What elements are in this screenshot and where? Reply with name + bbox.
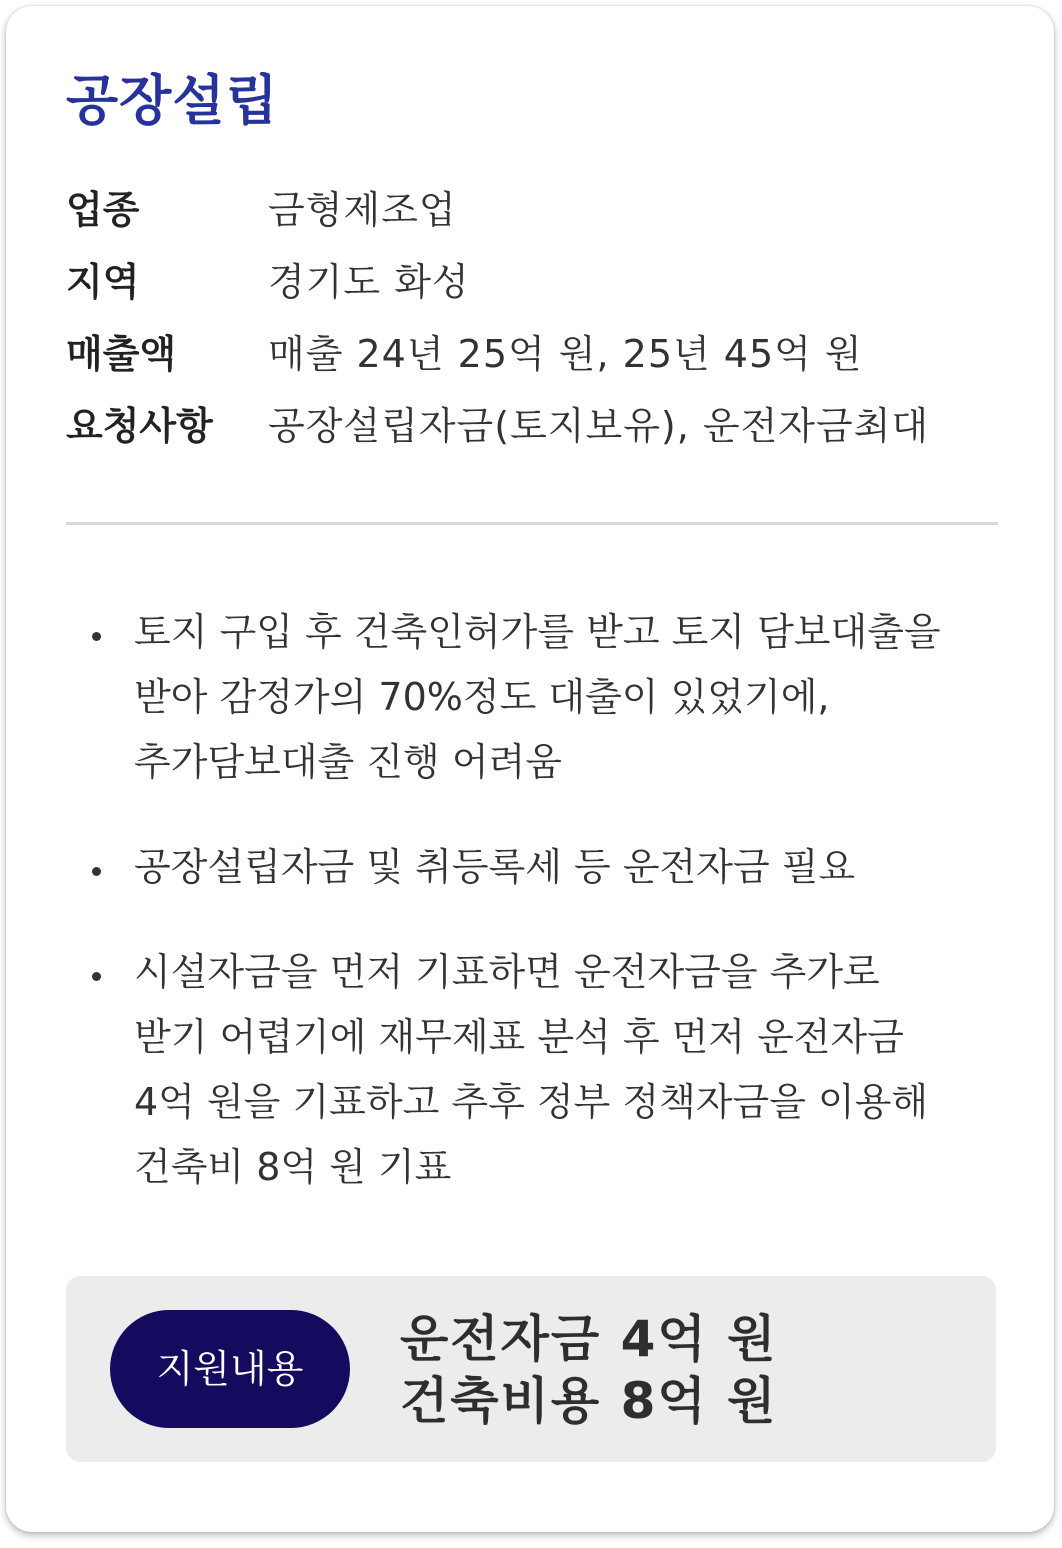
support-amount-line: 운전자금 4억 원 bbox=[400, 1310, 778, 1368]
bullet-text-line: 추가담보대출 진행 어려움 bbox=[134, 740, 562, 784]
bullet-text-line: 건축비 8억 원 기표 bbox=[134, 1145, 452, 1189]
case-title: 공장설립 bbox=[66, 69, 279, 132]
case-card bbox=[6, 6, 1054, 1532]
bullet-text-line: 받기 어렵기에 재무제표 분석 후 먼저 운전자금 bbox=[134, 1015, 904, 1059]
info-table bbox=[66, 174, 1026, 462]
info-label: 지역 bbox=[66, 260, 140, 304]
info-value: 매출 24년 25억 원, 25년 45억 원 bbox=[268, 332, 863, 376]
info-label: 요청사항 bbox=[66, 404, 213, 448]
list-item bbox=[66, 600, 1006, 795]
bullet-text-line: 받아 감정가의 70%정도 대출이 있었기에, bbox=[134, 675, 830, 719]
list-item bbox=[66, 835, 1006, 900]
info-row-region bbox=[66, 246, 1026, 318]
info-row-industry bbox=[66, 174, 1026, 246]
bullet-dot-icon bbox=[92, 632, 101, 641]
info-value: 금형제조업 bbox=[268, 188, 457, 232]
info-row-revenue bbox=[66, 318, 1026, 390]
bullet-dot-icon bbox=[92, 867, 101, 876]
bullet-text-line: 시설자금을 먼저 기표하면 운전자금을 추가로 bbox=[134, 950, 880, 994]
info-label: 매출액 bbox=[66, 332, 177, 376]
bullet-dot-icon bbox=[92, 972, 101, 981]
bullet-text-line: 토지 구입 후 건축인허가를 받고 토지 담보대출을 bbox=[134, 610, 941, 654]
list-item bbox=[66, 940, 1006, 1200]
support-amounts bbox=[400, 1308, 777, 1432]
info-label: 업종 bbox=[66, 188, 140, 232]
support-summary-box bbox=[66, 1276, 996, 1462]
info-value: 경기도 화성 bbox=[268, 260, 470, 304]
detail-bullet-list bbox=[66, 600, 1006, 1240]
info-row-request bbox=[66, 390, 1026, 462]
section-divider bbox=[66, 522, 998, 525]
bullet-text-line: 4억 원을 기표하고 추후 정부 정책자금을 이용해 bbox=[134, 1080, 929, 1124]
info-value: 공장설립자금(토지보유), 운전자금최대 bbox=[268, 404, 930, 448]
support-label-badge: 지원내용 bbox=[110, 1310, 350, 1428]
support-amount-line: 건축비용 8억 원 bbox=[400, 1372, 778, 1430]
bullet-text-line: 공장설립자금 및 취등록세 등 운전자금 필요 bbox=[134, 845, 856, 889]
